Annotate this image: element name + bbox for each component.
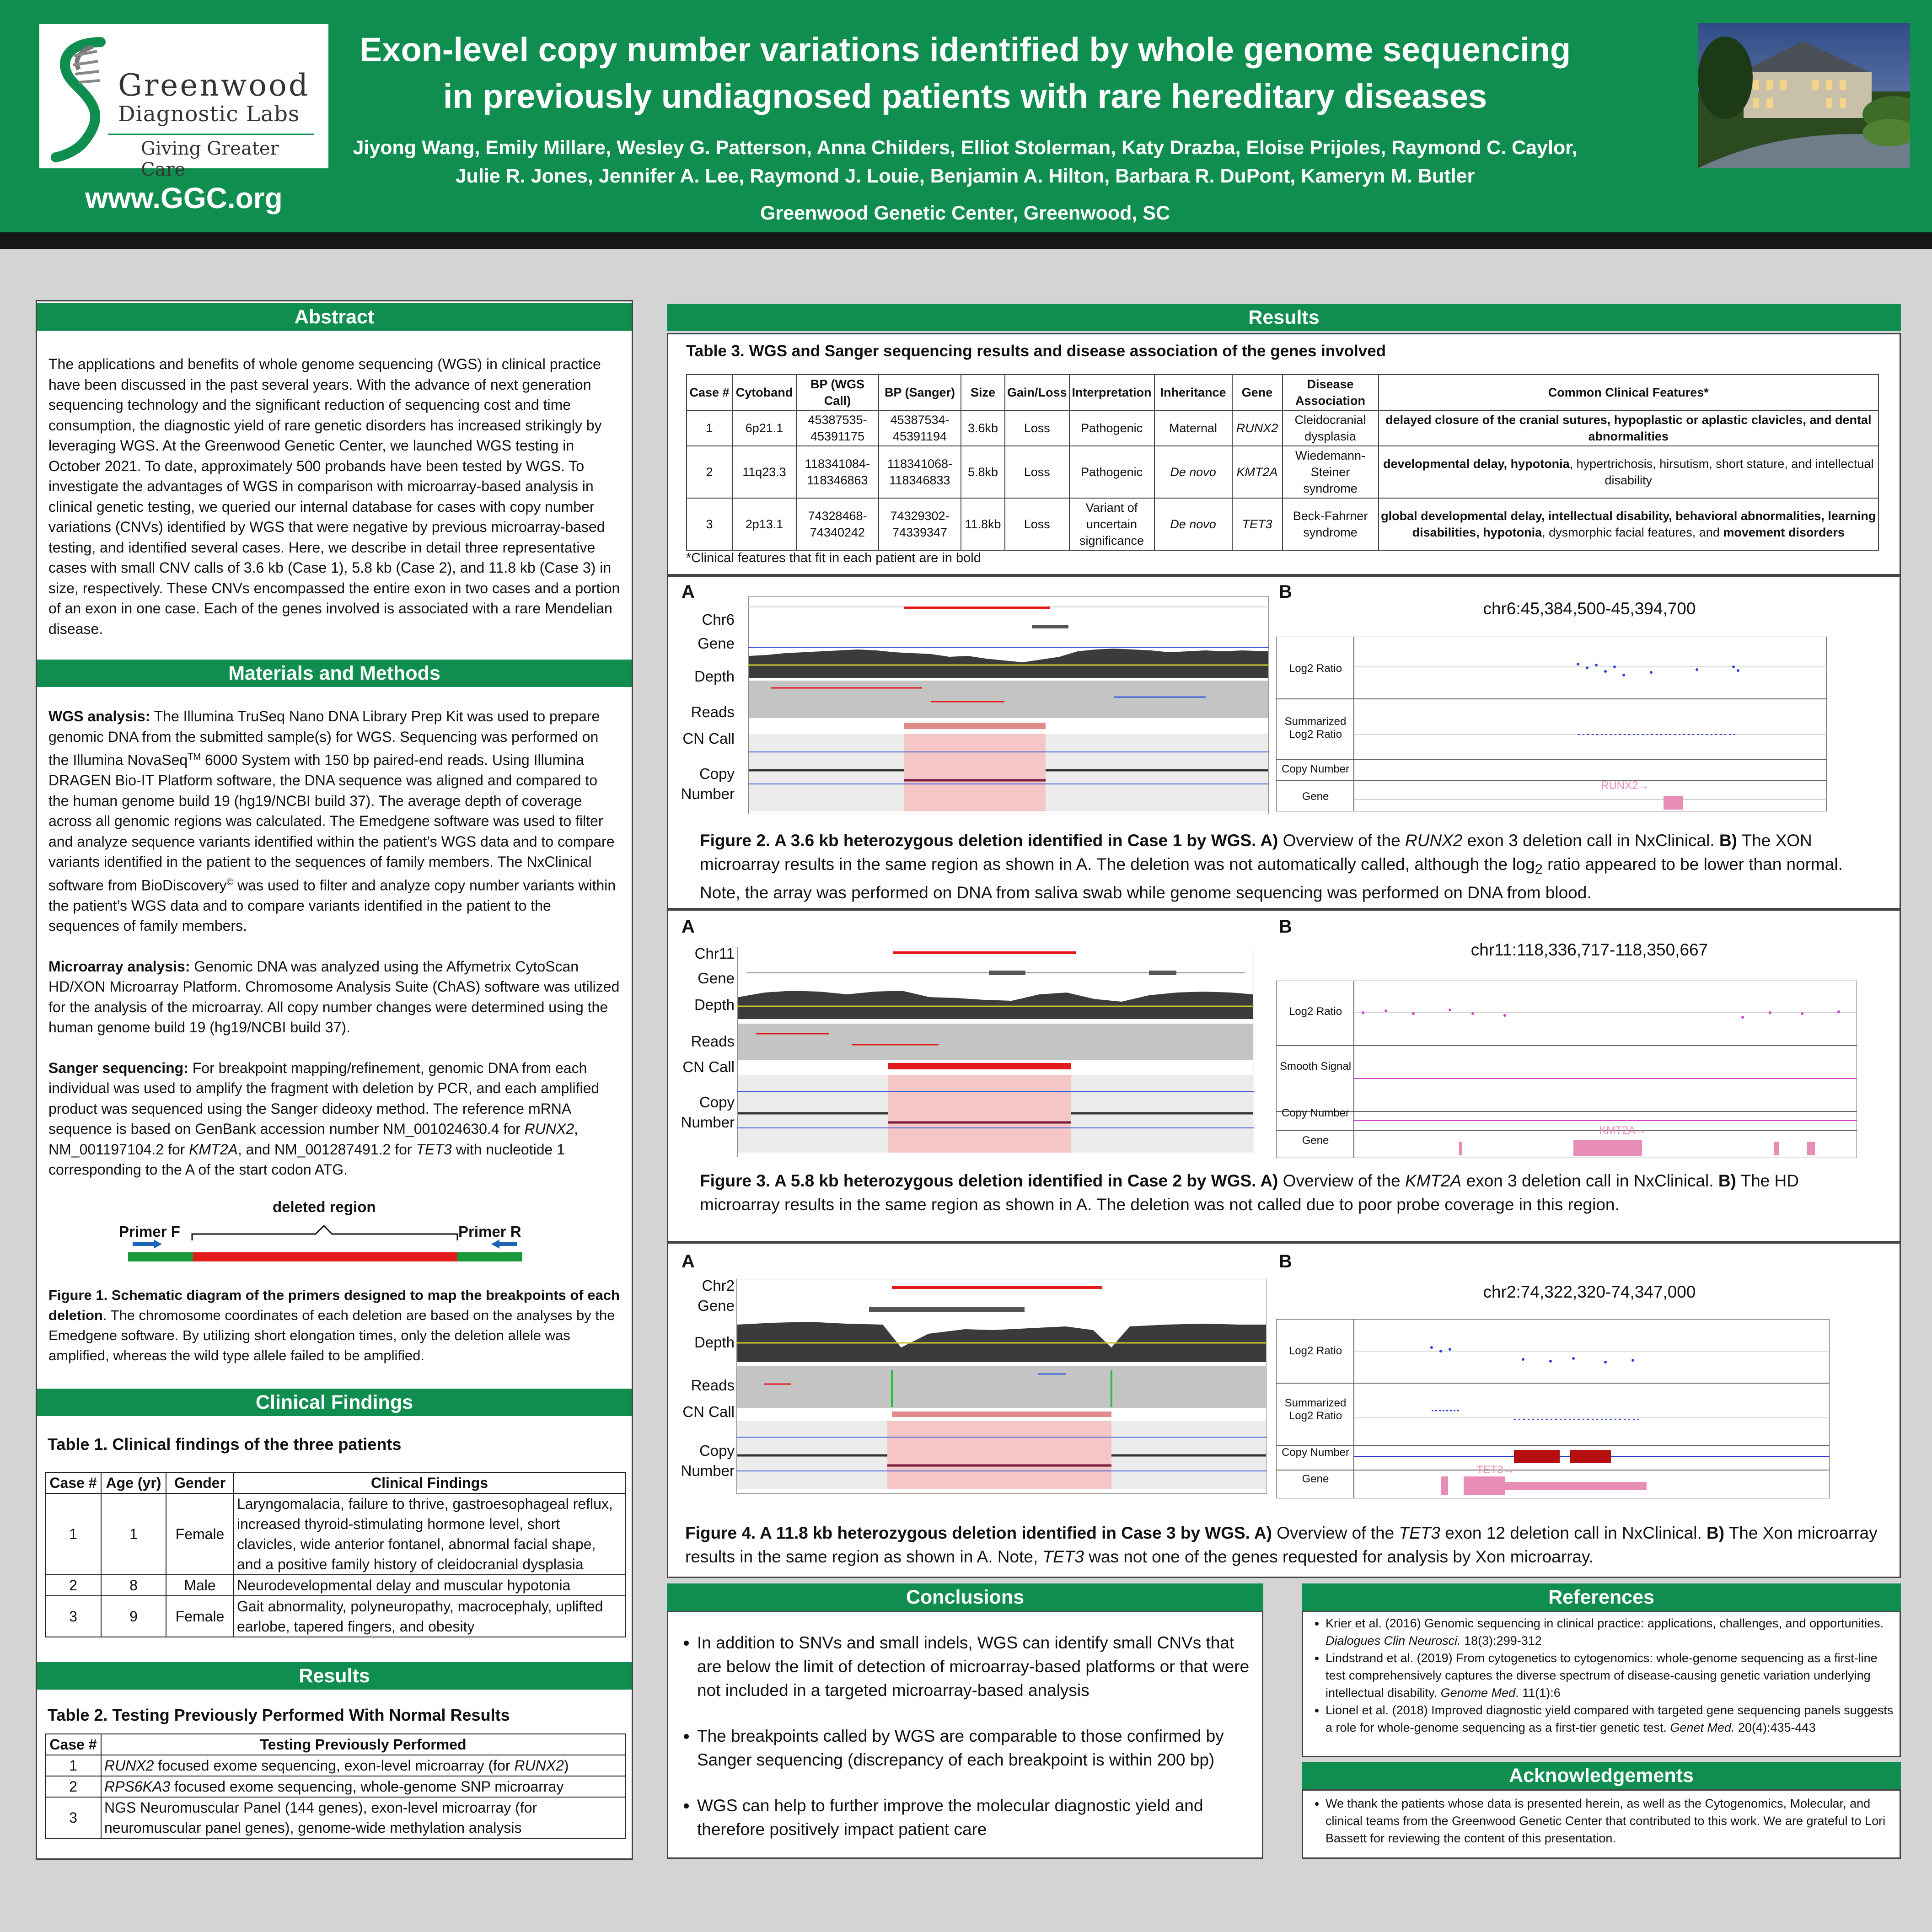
references-list xyxy=(1304,1615,1894,1736)
figure4-row-gene: Gene xyxy=(1302,1473,1329,1485)
figure1-schematic xyxy=(114,1198,535,1267)
logo-tagline: Giving Greater Care xyxy=(141,138,279,180)
figure2-microarray-view xyxy=(1276,637,1827,811)
list-item: • Lionel et al. (2018) Improved diagnostic yield compared with targeted gene sequencing panels suggests a role for whole-genome sequencing as a first-tier genetic test. Genet Med. 20(4):435-443 xyxy=(1326,1701,1894,1736)
table2-testing-performed xyxy=(45,1733,626,1839)
figure2-row-log2: Log2 Ratio xyxy=(1288,662,1342,675)
track-label-copy-number: Copy Number xyxy=(681,1094,735,1131)
references-heading: References xyxy=(1302,1583,1901,1611)
table1-title: Table 1. Clinical findings of the three patients xyxy=(48,1435,402,1454)
track-label-copy-number: Copy Number xyxy=(681,765,735,802)
logo-name: Greenwood xyxy=(118,68,310,103)
track-label-gene: Gene xyxy=(698,1297,735,1314)
table-row: 2 RPS6KA3 focused exome sequencing, whole-genome SNP microarray xyxy=(45,1776,625,1797)
table1-clinical-findings xyxy=(45,1472,626,1637)
methods-text: WGS analysis: The Illumina TruSeq Nano DNA Library Prep Kit was used to prepare genomic DNA from the submitted sample(s) for WGS. Sequencing was performed on the Illumina NovaSeq™ 6000 System with 150 bp paired-end reads. Using Illumina DRAGEN Bio-IT Platform software, the DNA sequence was aligned and compared to the human genome build 19 (hg19/NCBI build 37). The average depth of coverage across all genomic regions was calculated. The Emedgene software was used to filter and analyze sequence variants identified within the patient’s WGS data and to compare variants identified in the patient to the sequences of family members. The NxClinical software from BioDiscovery© was used to filter and analyze copy number variants within the patient’s WGS data and to compare variants identified in the patient to the sequences of family members. Microarray analysis: Genomic DNA was analyzed using the Affymetrix CytoScan HD/XON Microarray Platform. Chromosome Analysis Suite (ChAS) software was utilized for the analysis of the microarray. All copy number changes were determined using the human genome build 19 (hg19/NCBI build 37). Sanger sequencing: For breakpoint mapping/refinement, genomic DNA from each individual was used to amplify the fragment with deletion by PCR, and each amplified product was sequenced using the Sanger dideoxy method. The reference mRNA sequence is based on GenBank accession number NM_001024630.4 for RUNX2, NM_001197104.2 for KMT2A, and NM_001287491.2 for TET3 with nucleotide 1 corresponding to the A of the start codon ATG. xyxy=(48,708,620,1178)
track-label-gene: Gene xyxy=(698,970,735,987)
figure3-microarray-view xyxy=(1276,981,1857,1158)
figure1-caption: Figure 1. Schematic diagram of the primers designed to map the breakpoints of each deletion. The chromosome coordinates of each deletion are based on the analyses by the Emedgene software. By utilizing short elongation times, only the deletion allele was amplified, whereas the wild type allele failed to be amplified. xyxy=(48,1287,620,1363)
track-label-cn-call: CN Call xyxy=(682,1058,735,1075)
primer-f-label: Primer F xyxy=(119,1223,180,1240)
abstract-heading: Abstract xyxy=(37,303,632,331)
table-row: 3 2p13.1 74328468-74340242 74329302-74339347 11.8kb Loss Variant of uncertain significance De novo TET3 Beck-Fahrner syndrome global developmental delay, intellectual disability, behavioral abnormalities, learning disabilities, hypotonia, dysmorphic facial features, and movement disorders xyxy=(687,498,1878,550)
figure3-row-log2: Log2 Ratio xyxy=(1288,1005,1342,1018)
table3-wgs-results: Case # Cytoband BP (WGS Call) BP (Sanger) Size Gain/Loss Interpretation Inheritance Gene Disease Association Common Clinical Features* 1 6p21.1 45387535-45391175 45387534-45391194 3.6kb Loss Pathogenic Maternal RUNX2 Cleidocranial dysplasia delayed closure of the cranial sutures, hypoplastic or aplastic clavicles, and dental abnormalities 2 11q23.3 118341084-118346863 118341068-118346833 5.8kb Loss Pathogenic De novo KMT2A Wiedemann-Steiner syndrome developmental delay, hypotonia, hypertrichosis, hirsutism, short stature, and intellectual disability 3 2p13.1 74328468-74340242 74329302-74339347 11.8kb Loss Variant of uncertain significance De novo TET3 Beck-Fahrner syndrome global developmental delay, intellectual disability, behavioral abnormalities, learning disabilities, hypotonia, dysmorphic facial features, and movement disorders xyxy=(686,374,1879,551)
figure4-panel-a-label: A xyxy=(682,1251,695,1272)
dna-logo-icon xyxy=(47,33,115,166)
table2-header-testing: Testing Previously Performed xyxy=(101,1734,625,1755)
figure4-panel-b-label: B xyxy=(1279,1251,1292,1272)
figure2-gene-label: RUNX2→ xyxy=(1601,779,1649,792)
list-item: • In addition to SNVs and small indels, WGS can identify small CNVs that are below the limit of detection of microarray-based platforms or that were not included in a targeted microarray-based analysis xyxy=(697,1631,1255,1702)
figure2-panel-b-label: B xyxy=(1279,582,1292,602)
table3-title: Table 3. WGS and Sanger sequencing results and disease association of the genes involved xyxy=(686,342,1386,360)
figure3-panel-a-label: A xyxy=(682,917,695,937)
logo-subname: Diagnostic Labs xyxy=(118,102,300,127)
website-link[interactable]: www.GGC.org xyxy=(85,182,283,215)
deleted-region-label: deleted region xyxy=(273,1198,376,1215)
figure4-coordinate: chr2:74,322,320-74,347,000 xyxy=(1483,1283,1696,1301)
affiliation: Greenwood Genetic Center, Greenwood, SC xyxy=(760,202,1170,224)
poster-title: Exon-level copy number variations identified by whole genome sequencing in previously undiagnosed patients with rare hereditary diseases xyxy=(359,31,1571,115)
conclusions-list xyxy=(670,1631,1255,1863)
table-row: 1 RUNX2 focused exome sequencing, exon-level microarray (for RUNX2) xyxy=(45,1755,625,1776)
track-label-depth: Depth xyxy=(694,996,735,1013)
table1-header-findings: Clinical Findings xyxy=(234,1472,625,1493)
figure2-panel-a-label: A xyxy=(682,582,695,602)
table-row: 1 1 Female Laryngomalacia, failure to thrive, gastroesophageal reflux, increased thyroid-stimulating hormone level, short clavicles, wide anterior fontanel, abnormal facial shape, and a positive family history of cleidocranial dysplasia xyxy=(45,1493,625,1575)
figure2-chr-label: Chr6 xyxy=(702,611,735,628)
table3-footnote: *Clinical features that fit in each patient are in bold xyxy=(686,551,981,565)
methods-heading: Materials and Methods xyxy=(37,660,632,687)
figure4-microarray-view xyxy=(1276,1319,1830,1498)
figure4-row-summarized: Summarized Log2 Ratio xyxy=(1284,1397,1347,1422)
figure3-caption: Figure 3. A 5.8 kb heterozygous deletion identified in Case 2 by WGS. A) Overview of the KMT2A exon 3 deletion call in NxClinical. B) The HD microarray results in the same region as shown in A. The deletion was not called due to poor probe coverage in this region. xyxy=(700,1171,1799,1214)
table-row: 2 8 Male Neurodevelopmental delay and muscular hypotonia xyxy=(45,1575,625,1596)
track-label-reads: Reads xyxy=(691,1377,735,1394)
figure4-gene-label: TET3→ xyxy=(1476,1464,1514,1476)
figure3-chr-label: Chr11 xyxy=(694,945,735,962)
figure2-row-copy-number: Copy Number xyxy=(1281,763,1350,775)
primer-r-label: Primer R xyxy=(458,1223,521,1240)
figure3-row-copy-number: Copy Number xyxy=(1281,1107,1350,1119)
track-label-cn-call: CN Call xyxy=(682,730,735,747)
figure3-panel-b-label: B xyxy=(1279,917,1292,937)
abstract-text: The applications and benefits of whole genome sequencing (WGS) in clinical practice have been discussed in the past several years. With the advance of next generation sequencing technology and the significant reduction of sequencing cost and time consumption, the diagnostic yield of rare genetic disorders has increased strikingly by leveraging WGS. At the Greenwood Genetic Center, we launched WGS testing in October 2021. To date, approximately 500 probands have been tested by WGS. To investigate the advantages of WGS in comparison with microarray-based analysis in clinical genetic testing, we queried our internal database for cases with copy number variations (CNVs) identified by WGS that were negative by previous microarray-based testing, and identified several cases. Here, we describe in detail three representative cases with small CNV calls of 3.6 kb (Case 1), 5.8 kb (Case 2), and 11.8 kb (Case 3) in size, respectively. These CNVs encompassed the entire exon in two cases and a portion of an exon in one case. Each of the genes involved is associated with a rare Mendelian disease. xyxy=(48,356,620,637)
track-label-reads: Reads xyxy=(691,1033,735,1050)
table-row: 3 9 Female Gait abnormality, polyneuropathy, macrocephaly, uplifted earlobe, tapered fingers, and obesity xyxy=(45,1596,625,1637)
figure3-gene-label: KMT2A→ xyxy=(1599,1124,1647,1137)
table1-header-gender: Gender xyxy=(166,1472,234,1493)
figure3-row-smooth: Smooth Signal xyxy=(1279,1060,1352,1073)
table-row: 2 11q23.3 118341084-118346863 118341068-118346833 5.8kb Loss Pathogenic De novo KMT2A Wiedemann-Steiner syndrome developmental delay, hypotonia, hypertrichosis, hirsutism, short stature, and intellectual disability xyxy=(687,446,1878,498)
figure2-row-gene: Gene xyxy=(1302,790,1329,803)
figure4-row-copy-number: Copy Number xyxy=(1281,1446,1350,1459)
figure3-coordinate: chr11:118,336,717-118,350,667 xyxy=(1470,940,1708,959)
building-photo xyxy=(1698,23,1910,168)
figure3-row-gene: Gene xyxy=(1302,1134,1329,1147)
acknowledgements-text xyxy=(1304,1795,1894,1847)
figure2-nxclinical-view xyxy=(748,596,1269,814)
list-item: • WGS can help to further improve the molecular diagnostic yield and therefore positively impact patient care xyxy=(697,1794,1255,1841)
header-divider xyxy=(0,232,1932,249)
list-item: • The breakpoints called by WGS are comparable to those confirmed by Sanger sequencing (discrepancy of each breakpoint is within 200 bp) xyxy=(697,1724,1255,1772)
table-row: 1 6p21.1 45387535-45391175 45387534-45391194 3.6kb Loss Pathogenic Maternal RUNX2 Cleidocranial dysplasia delayed closure of the cranial sutures, hypoplastic or aplastic clavicles, and dental abnormalities xyxy=(687,410,1878,446)
table-row: 3 NGS Neuromuscular Panel (144 genes), exon-level microarray (for neuromuscular panel genes), genome-wide methylation analysis xyxy=(45,1797,625,1838)
track-label-depth: Depth xyxy=(694,668,735,685)
results-left-heading: Results xyxy=(37,1662,632,1690)
figure4-chr-label: Chr2 xyxy=(702,1277,735,1294)
list-item: • Krier et al. (2016) Genomic sequencing in clinical practice: applications, challenges, and opportunities. Dialogues Clin Neurosci. 18(3):299-312 xyxy=(1326,1615,1894,1649)
list-item: • Lindstrand et al. (2019) From cytogenetics to cytogenomics: whole-genome sequencing as a first-line test comprehensively captures the diverse spectrum of disease-causing genetic variation underlying intellectual disability. Genome Med. 11(1):6 xyxy=(1326,1649,1894,1701)
logo-divider xyxy=(108,134,314,135)
author-list: Jiyong Wang, Emily Millare, Wesley G. Patterson, Anna Childers, Elliot Stolerman, Katy Drazba, Eloise Prijoles, Raymond C. Caylor, Julie R. Jones, Jennifer A. Lee, Raymond J. Louie, Benjamin A. Hilton, Barbara R. DuPont, Kameryn M. Butler xyxy=(353,137,1578,187)
list-item: • We thank the patients whose data is presented herein, as well as the Cytogenomics, Molecular, and clinical teams from the Greenwood Genetic Center that contributed to this work. We are grateful to Lori Bassett for reviewing the content of this presentation. xyxy=(1326,1795,1894,1847)
figure4-row-log2: Log2 Ratio xyxy=(1288,1345,1342,1357)
track-label-copy-number: Copy Number xyxy=(681,1442,735,1479)
figure2-caption: Figure 2. A 3.6 kb heterozygous deletion identified in Case 1 by WGS. A) Overview of the RUNX2 exon 3 deletion call in NxClinical. B) The XON microarray results in the same region as shown in A. The deletion was not automatically called, although the $\log_2$ ratio appeared to be lower than normal. Note, the array was performed on DNA from saliva swab while genome sequencing was performed on DNA from blood. xyxy=(700,831,1843,902)
figure4-nxclinical-view xyxy=(736,1279,1267,1494)
figure3-nxclinical-view xyxy=(737,947,1254,1157)
poster-header xyxy=(0,0,1932,232)
track-label-gene: Gene xyxy=(698,635,735,652)
figure2-coordinate: chr6:45,384,500-45,394,700 xyxy=(1483,599,1696,618)
acknowledgements-heading: Acknowledgements xyxy=(1302,1762,1901,1789)
logo xyxy=(39,24,328,180)
table2-title: Table 2. Testing Previously Performed With Normal Results xyxy=(48,1706,510,1724)
track-label-cn-call: CN Call xyxy=(682,1403,735,1420)
figure2-row-summarized: Summarized Log2 Ratio xyxy=(1284,715,1347,741)
clinical-findings-heading: Clinical Findings xyxy=(37,1389,632,1416)
track-label-depth: Depth xyxy=(694,1334,735,1351)
conclusions-heading: Conclusions xyxy=(667,1583,1263,1611)
track-label-reads: Reads xyxy=(691,703,735,720)
table1-header-age: Age (yr) xyxy=(101,1472,166,1493)
table2-header-case: Case # xyxy=(45,1734,101,1755)
figure4-caption: Figure 4. A 11.8 kb heterozygous deletion identified in Case 3 by WGS. A) Overview of the TET3 exon 12 deletion call in NxClinical. B) The Xon microarray results in the same region as shown in A. Note, TET3 was not one of the genes requested for analysis by Xon microarray. xyxy=(685,1524,1878,1566)
table1-header-case: Case # xyxy=(45,1472,101,1493)
results-right-heading: Results xyxy=(667,304,1901,331)
